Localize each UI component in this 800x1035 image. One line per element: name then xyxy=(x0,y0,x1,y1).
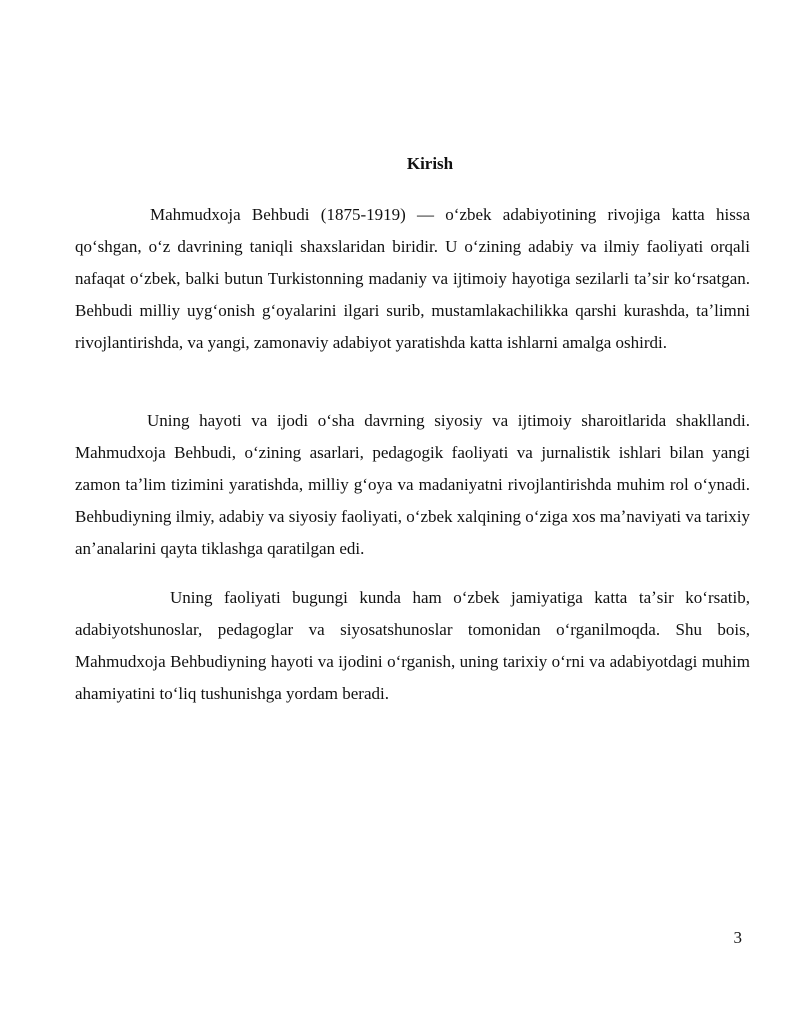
paragraph-3: Uning faoliyati bugungi kunda ham oʻzbek jamiyatiga katta taʼsir koʻrsatib, adabiyotshunoslar, pedagoglar va siyosatshunoslar tomonidan oʻrganilmoqda. Shu bois, Mahmudxoja Behbudiyning hayoti va ijodini oʻrganish, uning tarixiy oʻrni va adabiyotdagi muhim ahamiyatini toʻliq tushunishga yordam beradi. xyxy=(75,588,750,703)
paragraph-1: Mahmudxoja Behbudi (1875-1919) — oʻzbek adabiyotining rivojiga katta hissa qoʻshgan, oʻz davrining taniqli shaxslaridan biridir. U oʻzining adabiy va ilmiy faoliyati orqali nafaqat oʻzbek, balki butun Turkistonning madaniy va ijtimoiy hayotiga sezilarli taʼsir koʻrsatgan. Behbudi milliy uygʻonish gʻoyalarini ilgari surib, mustamlakachilikka qarshi kurashda, taʼlimni rivojlantirishda, va yangi, zamonaviy adabiyot yaratishda katta ishlarni amalga oshirdi. xyxy=(75,205,750,352)
paragraph-2: Uning hayoti va ijodi oʻsha davrning siyosiy va ijtimoiy sharoitlarida shakllandi. Mahmudxoja Behbudi, oʻzining asarlari, pedagogik faoliyati va jurnalistik ishlari bilan yangi zamon taʼlim tizimini yaratishda, milliy gʻoya va madaniyatni rivojlantirishda muhim rol oʻynadi. Behbudiyning ilmiy, adabiy va siyosiy faoliyati, oʻzbek xalqining oʻziga xos maʼnaviyati va tarixiy anʼanalarini qayta tiklashga qaratilgan edi. xyxy=(75,411,750,558)
page-number: 3 xyxy=(733,928,742,947)
page-title: Kirish xyxy=(406,154,454,173)
